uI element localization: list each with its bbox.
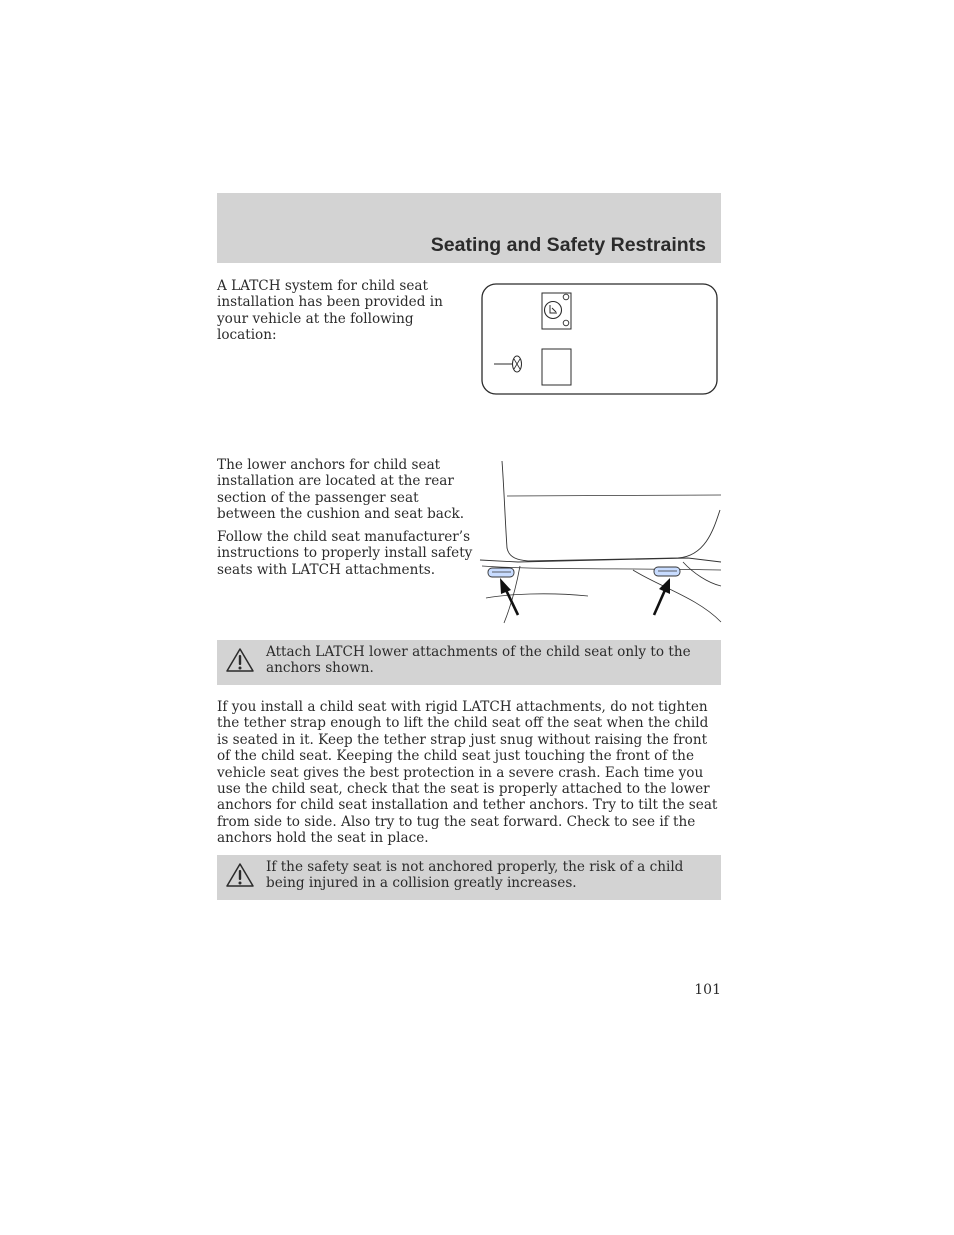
page-number: 101 [694,982,721,998]
warning-box-latch [217,640,721,685]
seat-location-diagram [480,282,720,398]
warning-box-anchoring [217,855,721,900]
warning-triangle-icon [225,647,255,673]
page-header [217,193,721,263]
child-seat-position [542,293,571,329]
intro-paragraph: A LATCH system for child seat installation has been provided in your vehicle at the following location: [217,278,443,344]
vehicle-outline [482,284,717,394]
follow-instructions-paragraph: Follow the child seat manufacturer’s instructions to properly install safety seats with LATCH attachments. [217,529,473,578]
left-anchor [488,568,514,577]
rigid-latch-paragraph: If you install a child seat with rigid LATCH attachments, do not tighten the tether strap enough to lift the child seat off the seat when the child is seated in it. Keep the tether strap just snug without raising the front of the child seat. Keeping the child seat just touching the front of the vehicle seat gives the best protection in a severe crash. Each time you use the child seat, check that the seat is properly attached to the lower anchors for child seat installation and tether anchors. Try to tilt the seat from side to side. Also try to tug the seat forward. Check to see if the anchors hold the seat in place. [217,699,718,847]
warning-triangle-icon [225,862,255,888]
lower-anchors-paragraph: The lower anchors for child seat installation are located at the rear section of the passenger seat between the cushion and seat back. [217,457,465,523]
right-anchor [654,567,680,576]
lower-anchor-illustration [478,458,723,626]
warning-text-latch: Attach LATCH lower attachments of the child seat only to the anchors shown. [266,644,691,677]
warning-text-anchoring: If the safety seat is not anchored properly, the risk of a child being injured in a collision greatly increases. [266,859,684,892]
right-arrow [654,578,670,615]
rear-seat-position [542,349,571,385]
child-seat-icon [542,293,571,329]
page-title: Seating and Safety Restraints [430,234,706,256]
